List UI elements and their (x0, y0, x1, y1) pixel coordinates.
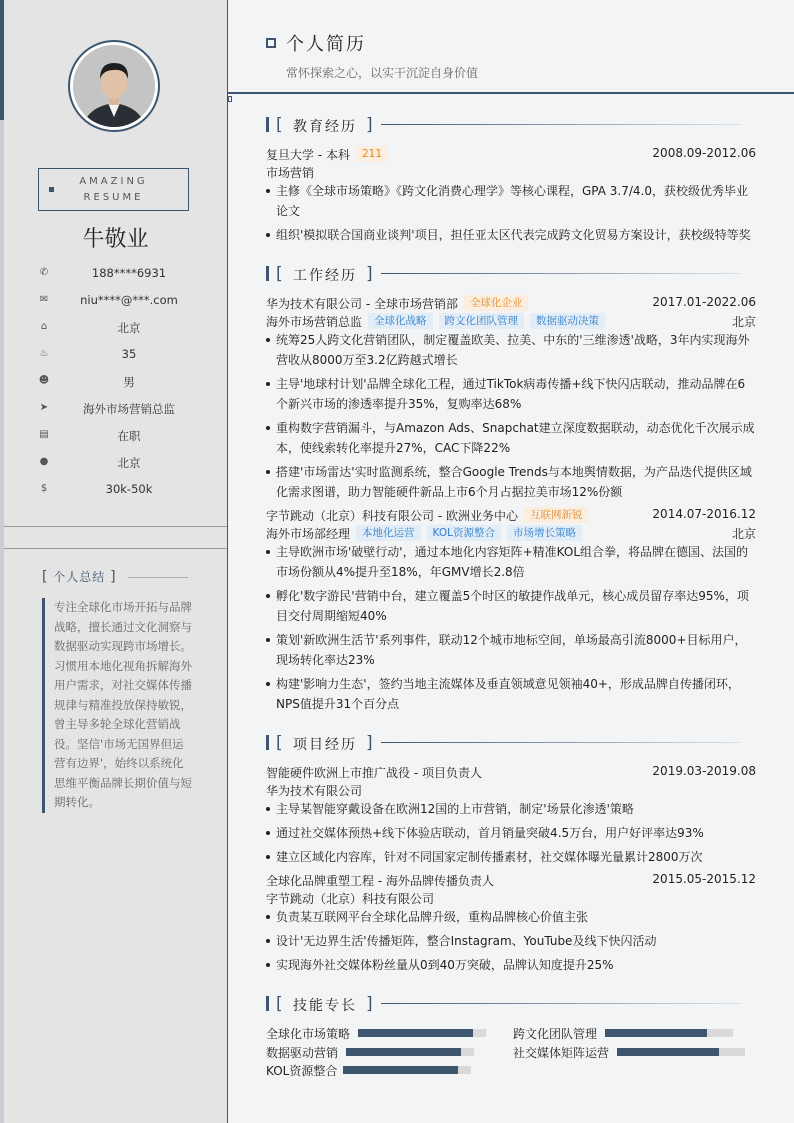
section-skills-heading: [ 技能专长 ] (266, 994, 756, 1014)
skill-bar-fill (346, 1048, 461, 1056)
work-company-row (266, 507, 756, 525)
work-date: 2014.07-2016.12 (652, 507, 756, 521)
info-status-text: 在职 (117, 429, 141, 443)
badge-line-2: RESUME (83, 192, 144, 203)
skill-name: 全球化市场策略 (266, 1027, 351, 1041)
skill-bar-fill (605, 1029, 707, 1037)
project-company: 字节跳动（北京）科技有限公司 (266, 892, 435, 906)
home-icon: ⌂ (40, 321, 48, 332)
sidebar-divider-1 (4, 526, 227, 527)
work-city: 北京 (731, 527, 756, 541)
title-square-icon (266, 38, 276, 48)
phone-icon: ✆ (39, 267, 49, 278)
info-target-job (4, 401, 227, 417)
info-email (4, 293, 227, 309)
section-education-title: 教育经历 (293, 119, 357, 135)
info-age-text: 35 (121, 347, 137, 361)
work-company-tag: 互联网新锐 (524, 507, 589, 523)
project-company: 华为技术有限公司 (266, 784, 363, 798)
skill-name: 跨文化团队管理 (513, 1027, 598, 1041)
sidebar (4, 0, 227, 1123)
work-role: 海外市场部经理 (266, 527, 351, 541)
info-gender-text: 男 (123, 375, 135, 389)
project-bullet: 设计'无边界生活'传播矩阵，整合Instagram、YouTube及线下快闪活动 (266, 931, 756, 951)
skill-bar (343, 1066, 471, 1074)
send-icon: ➤ (39, 402, 49, 413)
work-skill-tag: 跨文化团队管理 (439, 313, 525, 329)
work-company-row (266, 295, 756, 313)
work-bullet: 主导'地球村计划'品牌全球化工程，通过TikTok病毒传播+线下快闪店联动，推动品牌在6个新兴市场的渗透率提升35%，复购率达68% (266, 374, 756, 414)
work-city: 北京 (731, 315, 756, 329)
face-icon: ☻ (38, 375, 50, 386)
work-role-row (266, 525, 756, 543)
work-company: 华为技术有限公司 - 全球市场营销部 (266, 297, 458, 311)
info-location (4, 455, 227, 471)
info-gender (4, 374, 227, 390)
summary-heading: [ 个人总结 ] (42, 569, 117, 585)
info-salary-text: 30k-50k (105, 482, 153, 496)
section-projects-title: 项目经历 (293, 737, 357, 753)
info-email-text: niu****@***.com (80, 293, 178, 307)
skill-bar (358, 1029, 486, 1037)
skill-bar (346, 1048, 474, 1056)
work-date: 2017.01-2022.06 (652, 295, 756, 309)
work-skill-tag: 数据驱动决策 (530, 313, 605, 329)
education-bullet: 组织'模拟联合国商业谈判'项目，担任亚太区代表完成跨文化贸易方案设计，获校级特等奖 (266, 225, 756, 245)
info-status (4, 428, 227, 444)
skill-item (266, 1044, 488, 1060)
skill-item (513, 1044, 745, 1060)
cake-icon: ♨ (39, 348, 49, 359)
project-bullet: 实现海外社交媒体粉丝量从0到40万突破，品牌认知度提升25% (266, 955, 756, 975)
project-title: 全球化品牌重塑工程 - 海外品牌传播负责人 (266, 874, 494, 888)
header-rule (228, 92, 794, 94)
briefcase-icon: ▤ (39, 429, 49, 440)
project-title-row (266, 872, 756, 890)
education-school: 复旦大学 - 本科 (266, 148, 350, 162)
work-company-tag: 全球化企业 (464, 295, 529, 311)
badge-line-1: AMAZING (79, 176, 148, 187)
education-tag: 211 (356, 146, 388, 162)
project-bullet: 主导某智能穿戴设备在欧洲12国的上市营销，制定'场景化渗透'策略 (266, 799, 756, 819)
project-title-row (266, 764, 756, 782)
work-bullet: 主导欧洲市场'破壁行动'，通过本地化内容矩阵+精准KOL组合拳，将品牌在德国、法国的市场份额从4%提升至18%，年GMV增长2.8倍 (266, 542, 756, 582)
education-date: 2008.09-2012.06 (652, 146, 756, 160)
project-title: 智能硬件欧洲上市推广战役 - 项目负责人 (266, 766, 482, 780)
section-work-heading: [ 工作经历 ] (266, 264, 756, 284)
skill-bar-fill (343, 1066, 458, 1074)
page-subtitle: 常怀探索之心，以实干沉淀自身价值 (286, 66, 479, 80)
summary-text: 专注全球化市场开拓与品牌战略，擅长通过文化洞察与数据驱动实现跨市场增长。习惯用本地化视角拆解海外用户需求，对社交媒体传播规律与精准投放保持敏锐，曾主导多轮全球化营销战役。坚信'市场无国界但运营有边界'，始终以系统化思维平衡品牌长期价值与短期转化。 (42, 598, 192, 813)
info-hometown-text: 北京 (117, 321, 141, 335)
education-major-row (266, 164, 756, 182)
work-company: 字节跳动（北京）科技有限公司 - 欧洲业务中心 (266, 509, 518, 523)
summary-heading-text: 个人总结 (53, 570, 106, 584)
avatar-photo (73, 45, 155, 127)
work-role: 海外市场营销总监 (266, 315, 363, 329)
work-role-row (266, 313, 756, 331)
work-bullet: 搭建'市场雷达'实时监测系统，整合Google Trends与本地舆情数据，为产品迭代提供区域化需求图谱，助力智能硬件新品上市6个月占据拉美市场12%份额 (266, 462, 756, 502)
project-bullet: 通过社交媒体预热+线下体验店联动，首月销量突破4.5万台，用户好评率达93% (266, 823, 756, 843)
work-skill-tag: 本地化运营 (356, 525, 421, 541)
skill-bar (605, 1029, 733, 1037)
rule-marker-icon (228, 96, 232, 102)
project-company-row (266, 782, 756, 800)
skill-name: 数据驱动营销 (266, 1046, 339, 1060)
skill-name: KOL资源整合 (266, 1064, 338, 1078)
work-bullet: 策划'新欧洲生活节'系列事件，联动12个城市地标空间，单场最高引流8000+目标用户，现场转化率达23% (266, 630, 756, 670)
skill-bar-fill (617, 1048, 719, 1056)
project-date: 2019.03-2019.08 (652, 764, 756, 778)
candidate-name: 牛敬业 (82, 227, 149, 252)
skill-item (266, 1025, 488, 1041)
location-icon: ● (39, 456, 49, 467)
section-projects-heading: [ 项目经历 ] (266, 733, 756, 753)
sidebar-divider-2 (4, 548, 227, 549)
skill-item (513, 1025, 735, 1041)
project-bullet: 建立区域化内容库，针对不同国家定制传播素材，社交媒体曝光量累计2800万次 (266, 847, 756, 867)
avatar (68, 40, 160, 132)
section-education-heading: [ 教育经历 ] (266, 115, 756, 135)
mail-icon: ✉ (39, 294, 49, 305)
work-bullet: 重构数字营销漏斗，与Amazon Ads、Snapchat建立深度数据联动，动态优化千次展示成本，使线索转化率提升27%，CAC下降22% (266, 418, 756, 458)
work-bullet: 孵化'数字游民'营销中台，建立覆盖5个时区的敏捷作战单元，核心成员留存率达95%，项目交付周期缩短40% (266, 586, 756, 626)
education-school-row (266, 146, 756, 164)
info-age (4, 347, 227, 363)
page-title: 个人简历 (286, 34, 366, 55)
sidebar-border (227, 0, 228, 1123)
skill-bar (617, 1048, 745, 1056)
person-photo-icon (73, 45, 155, 127)
badge-square-icon (49, 187, 54, 192)
info-hometown (4, 320, 227, 336)
work-bullet: 构建'影响力生态'，签约当地主流媒体及垂直领域意见领袖40+，形成品牌自传播闭环，NPS值提升31个百分点 (266, 674, 756, 714)
summary-heading-rule (128, 577, 188, 578)
skill-bar-fill (358, 1029, 473, 1037)
work-skill-tag: 市场增长策略 (507, 525, 582, 541)
education-major: 市场营销 (266, 166, 315, 180)
info-phone-text: 188****6931 (91, 266, 167, 280)
amazing-resume-badge (38, 168, 189, 211)
skill-item (266, 1062, 488, 1078)
info-location-text: 北京 (117, 456, 141, 470)
work-skill-tag: 全球化战略 (368, 313, 433, 329)
work-skill-tag: KOL资源整合 (427, 525, 501, 541)
section-skills-title: 技能专长 (293, 998, 357, 1014)
project-company-row (266, 890, 756, 908)
work-bullet: 统筹25人跨文化营销团队，制定覆盖欧美、拉美、中东的'三维渗透'战略，3年内实现海外营收从8000万至3.2亿跨越式增长 (266, 330, 756, 370)
project-bullet: 负责某互联网平台全球化品牌升级，重构品牌核心价值主张 (266, 907, 756, 927)
skill-name: 社交媒体矩阵运营 (513, 1046, 610, 1060)
project-date: 2015.05-2015.12 (652, 872, 756, 886)
info-target-job-text: 海外市场营销总监 (83, 402, 175, 416)
info-salary (4, 482, 227, 498)
education-bullet: 主修《全球市场策略》《跨文化消费心理学》等核心课程，GPA 3.7/4.0，获校级优秀毕业论文 (266, 181, 756, 221)
section-work-title: 工作经历 (293, 268, 357, 284)
info-phone (4, 266, 227, 282)
money-icon: $ (40, 483, 48, 494)
